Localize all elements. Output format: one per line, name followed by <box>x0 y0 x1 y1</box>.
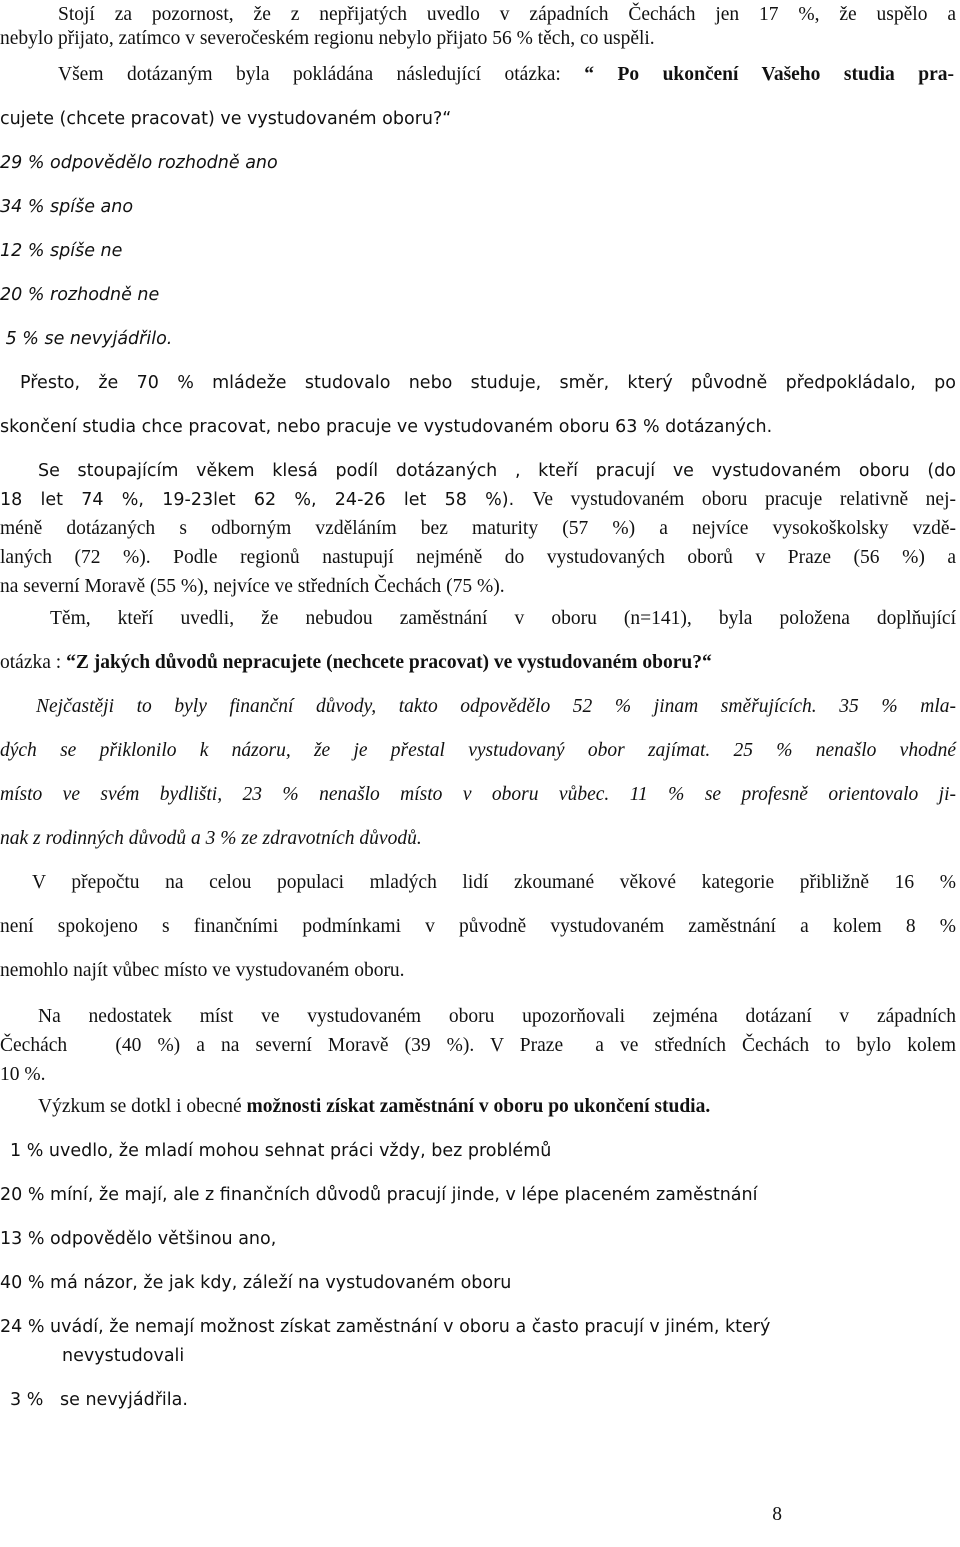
text-span: Nejčastěji to byly finanční důvody, takto odpovědělo 52 % jinam směřujících. <box>36 696 840 717</box>
text-line: Se stoupajícím věkem klesá podíl dotázaných , kteří pracují ve vystudovaném oboru (do <box>38 461 956 481</box>
text-line: na severní Moravě (55 %), nejvíce ve středních Čechách (75 %). <box>0 576 505 597</box>
text-line: V přepočtu na celou populaci mladých lidí zkoumané věkové kategorie přibližně 16 % <box>32 872 956 893</box>
text-span: 11 % se profesně orientovalo ji- <box>629 784 957 805</box>
text-line <box>36 695 956 719</box>
text-line: není spokojeno s finančními podmínkami v původně vystudovaném zaměstnání a kolem 8 % <box>0 916 956 937</box>
text-line: nemohlo najít vůbec místo ve vystudovaném oboru. <box>0 960 405 981</box>
text-span: otázka : <box>0 652 67 673</box>
text-line <box>0 739 956 763</box>
text-span: 25 % nenašlo vhodné <box>733 740 956 761</box>
text-line: 10 %. <box>0 1064 46 1085</box>
question-line: cujete (chcete pracovat) ve vystudovaném oboru?“ <box>0 109 452 129</box>
text-span: 18 let 74 %, 19-23let 62 %, 24-26 let 58 %). <box>0 490 533 510</box>
question-intro: Výzkum se dotkl i obecné <box>38 1096 247 1117</box>
text-line: Stojí za pozornost, že z nepřijatých uvedlo v západních Čechách jen 17 %, že uspělo a <box>58 4 956 25</box>
answer-item: 5 % se nevyjádřilo. <box>0 329 173 349</box>
text-line: skončení studia chce pracovat, nebo pracuje ve vystudovaném oboru 63 % dotázaných. <box>0 417 773 437</box>
answer-item: 13 % odpovědělo většinou ano, <box>0 1229 277 1249</box>
answer-item: 12 % spíše ne <box>0 241 123 261</box>
text-line: nebylo přijato, zatímco v severočeském regionu nebylo přijato 56 % těch, co uspěli. <box>0 28 655 49</box>
text-span: místo ve svém bydlišti, 23 % nenašlo místo v oboru vůbec. <box>0 784 630 805</box>
answer-item: 40 % má názor, že jak kdy, záleží na vystudovaném oboru <box>0 1273 512 1293</box>
question-text: “ Po ukončení Vašeho studia pra- <box>584 64 954 85</box>
question-intro: Všem dotázaným byla pokládána následující otázka: <box>58 64 585 85</box>
answer-item: 1 % uvedlo, že mladí mohou sehnat práci vždy, bez problémů <box>10 1141 552 1161</box>
text-span: laných (72 %). <box>0 547 174 568</box>
text-line: méně dotázaných s odborným vzděláním bez maturity (57 %) a nejvíce vysokoškolsky vzdě- <box>0 518 956 539</box>
text-line <box>0 651 960 675</box>
answer-item: 24 % uvádí, že nemají možnost získat zaměstnání v oboru a často pracují v jiném, který <box>0 1317 771 1337</box>
text-line: Těm, kteří uvedli, že nebudou zaměstnání v oboru (n=141), byla položena doplňující <box>50 608 956 629</box>
answer-item: 3 % se nevyjádřila. <box>10 1390 188 1410</box>
question-text: možnosti získat zaměstnání v oboru po ukončení studia. <box>246 1096 711 1117</box>
text-line <box>0 488 956 512</box>
question-text: “Z jakých důvodů nepracujete (nechcete pracovat) ve vystudovaném oboru?“ <box>66 652 712 673</box>
text-span: dých se přiklonilo k názoru, že je přestal vystudovaný obor zajímat. <box>0 740 734 761</box>
text-span: 35 % mla- <box>839 696 956 717</box>
text-line: nak z rodinných důvodů a 3 % ze zdravotních důvodů. <box>0 828 422 849</box>
question-line <box>38 1095 960 1119</box>
text-line <box>0 783 956 807</box>
answer-item: 34 % spíše ano <box>0 197 134 217</box>
answer-item: nevystudovali <box>62 1346 185 1366</box>
text-line <box>0 546 956 570</box>
answer-item: 20 % míní, že mají, ale z finančních důvodů pracují jinde, v lépe placeném zaměstnání <box>0 1185 758 1205</box>
question-line <box>58 63 954 87</box>
text-line: Přesto, že 70 % mládeže studovalo nebo studuje, směr, který původně předpokládalo, po <box>20 373 956 393</box>
answer-item: 20 % rozhodně ne <box>0 285 160 305</box>
text-span: Ve vystudovaném oboru pracuje relativně nej- <box>532 489 956 510</box>
page-number: 8 <box>772 1504 782 1525</box>
text-line: Čechách (40 %) a na severní Moravě (39 %). V Praze a ve středních Čechách to bylo kolem <box>0 1035 956 1056</box>
text-span: Podle regionů nastupují nejméně do vystudovaných oborů v Praze (56 %) a <box>173 547 956 568</box>
text-line: Na nedostatek míst ve vystudovaném oboru upozorňovali zejména dotázaní v západních <box>38 1006 956 1027</box>
answer-item: 29 % odpovědělo rozhodně ano <box>0 153 278 173</box>
